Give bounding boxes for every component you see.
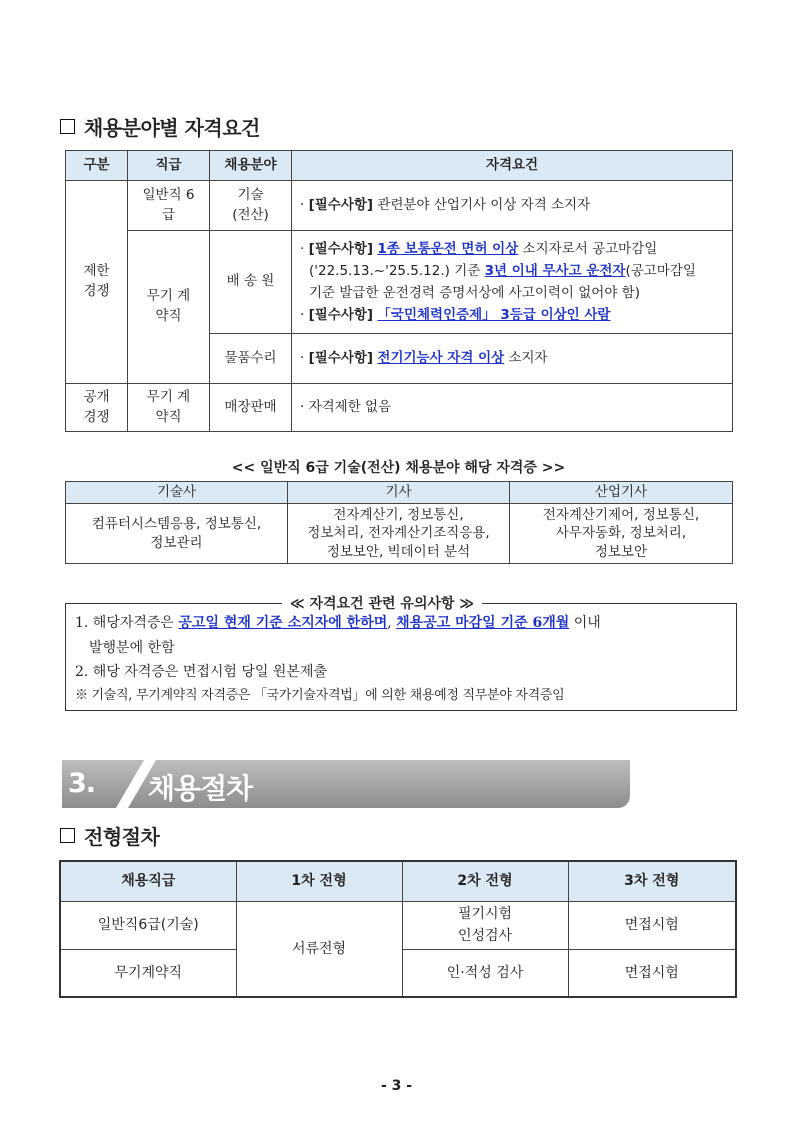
field-cell [210,181,292,231]
requirement-cell [292,231,733,334]
requirement-text: 소지자로서 공고마감일 [518,240,658,257]
procedure-table [59,860,737,998]
requirement-cell [292,384,733,432]
qualification-table [65,150,733,432]
requirement-cell [292,181,733,231]
note-text: 이내 [569,615,601,631]
required-tag: [필수사항] [308,349,374,366]
note-line-1 [75,611,727,636]
cert-line: 사무자동화, 정보처리, [555,525,687,542]
section-title-text: 전형절차 [84,825,160,849]
field-text: 매장판매 [224,398,277,415]
header-field: 채용분야 [210,151,292,181]
requirement-line [300,305,728,325]
cert-line: 정보보안 [594,543,648,560]
grade-cell: 일반직6급(기술) [60,901,236,949]
stage-2-cell: 인·적성 검사 [402,949,568,997]
cert-table-title: << 일반직 6급 기술(전산) 채용분야 해당 자격증 >> [231,460,566,476]
notes-box [65,603,737,711]
requirement-text: 소지자 [504,349,548,366]
requirement-text: (공고마감일 [625,262,696,279]
highlight-text: 「국민체력인증제」 3등급 이상인 사람 [377,307,611,324]
requirement-line [300,283,728,303]
required-tag: [필수사항] [308,240,374,257]
bullet: · [300,196,305,213]
section-title-procedure [60,821,159,850]
requirement-text: 기준 발급한 운전경력 증명서상에 사고이력이 없어야 함) [309,285,640,301]
grade-text: 무기 계약직 [146,288,191,324]
highlight-text: 3년 이내 무사고 운전자 [484,262,626,279]
notes-title: ≪ 자격요건 관련 유의사항 ≫ [282,593,482,613]
header-grade: 직급 [128,151,210,181]
square-bullet-icon [60,119,75,134]
field-text: 물품수리 [224,349,277,366]
page-number: - 3 - [380,1078,413,1094]
header-engineer: 기사 [288,482,510,504]
grade-text: 무기 계약직 [146,388,191,425]
header-stage-3: 3차 전형 [568,861,736,901]
cert-line: 전자계산기, 정보통신, [333,507,464,524]
field-cell [210,384,292,432]
banner-number: 3. [68,768,96,799]
banner-title: 채용절차 [148,772,253,805]
grade-cell [128,181,210,231]
cert-cell [66,504,288,564]
note-line-1-cont: 발행분에 한함 [89,639,175,656]
note-line-3: ※ 기술직, 무기계약직 자격증은 「국가기술자격법」에 의한 채용예정 직무분야 자격증임 [75,687,565,703]
cert-line: 컴퓨터시스템응용, 정보통신, [91,516,262,533]
grade-cell: 무기계약직 [60,949,236,997]
grade-text: 일반직 6급 [142,186,195,223]
header-stage-2: 2차 전형 [402,861,568,901]
field-cell [210,334,292,384]
grade-cell [128,231,210,384]
stage-2-item: 인성검사 [457,928,513,944]
stage-1-cell: 서류전형 [236,901,402,997]
bullet: · [300,307,305,324]
cert-line: 정보보안, 빅데이터 분석 [326,543,471,560]
section-title-qualifications [60,112,260,141]
stage-3-cell: 면접시험 [568,949,736,997]
note-text: , [387,615,397,631]
stage-2-item: 필기시험 [457,905,513,922]
required-tag: [필수사항] [308,196,374,213]
stage-3-cell: 면접시험 [568,901,736,949]
field-text: 기술 (전산) [232,186,269,223]
requirement-text: 자격제한 없음 [304,398,392,415]
bullet: · [300,398,305,415]
cert-table [65,481,733,564]
stage-2-cell [402,901,568,949]
group-label: 공개 경쟁 [83,388,110,425]
bullet: · [300,240,305,257]
section-banner [62,760,630,808]
group-open [66,384,128,432]
cert-line: 정보처리, 전자계산기조직응용, [307,525,490,542]
highlight-text: 채용공고 마감일 기준 6개월 [396,615,570,631]
highlight-text: 공고일 현재 기준 소지자에 한하며 [178,615,388,631]
header-stage-1: 1차 전형 [236,861,402,901]
section-title-text: 채용분야별 자격요건 [84,116,260,140]
grade-cell [128,384,210,432]
header-requirement: 자격요건 [292,151,733,181]
note-line-2: 2. 해당 자격증은 면접시험 당일 원본제출 [75,664,327,680]
bullet: · [300,349,305,366]
requirement-text: 관련분야 산업기사 이상 자격 소지자 [373,196,591,213]
note-text: 1. 해당자격증은 [75,615,179,631]
cert-cell [288,504,510,564]
requirement-text: ('22.5.13.~'25.5.12.) 기준 [309,262,485,279]
cert-line: 전자계산기제어, 정보통신, [542,507,700,524]
highlight-text: 1종 보통운전 면허 이상 [377,240,519,257]
requirement-cell [292,334,733,384]
requirement-line [300,239,728,259]
cert-line: 정보관리 [150,534,203,551]
field-cell [210,231,292,334]
group-restricted [66,181,128,384]
required-tag: [필수사항] [308,307,374,324]
header-professional-engineer: 기술사 [66,482,288,504]
cert-cell [510,504,733,564]
header-industrial-engineer: 산업기사 [510,482,733,504]
field-text: 배 송 원 [226,273,275,290]
requirement-line [300,261,728,281]
header-grade: 채용직급 [60,861,236,901]
header-category: 구분 [66,151,128,181]
group-label: 제한 경쟁 [83,263,110,299]
square-bullet-icon [60,828,75,843]
highlight-text: 전기기능사 자격 이상 [377,349,505,366]
